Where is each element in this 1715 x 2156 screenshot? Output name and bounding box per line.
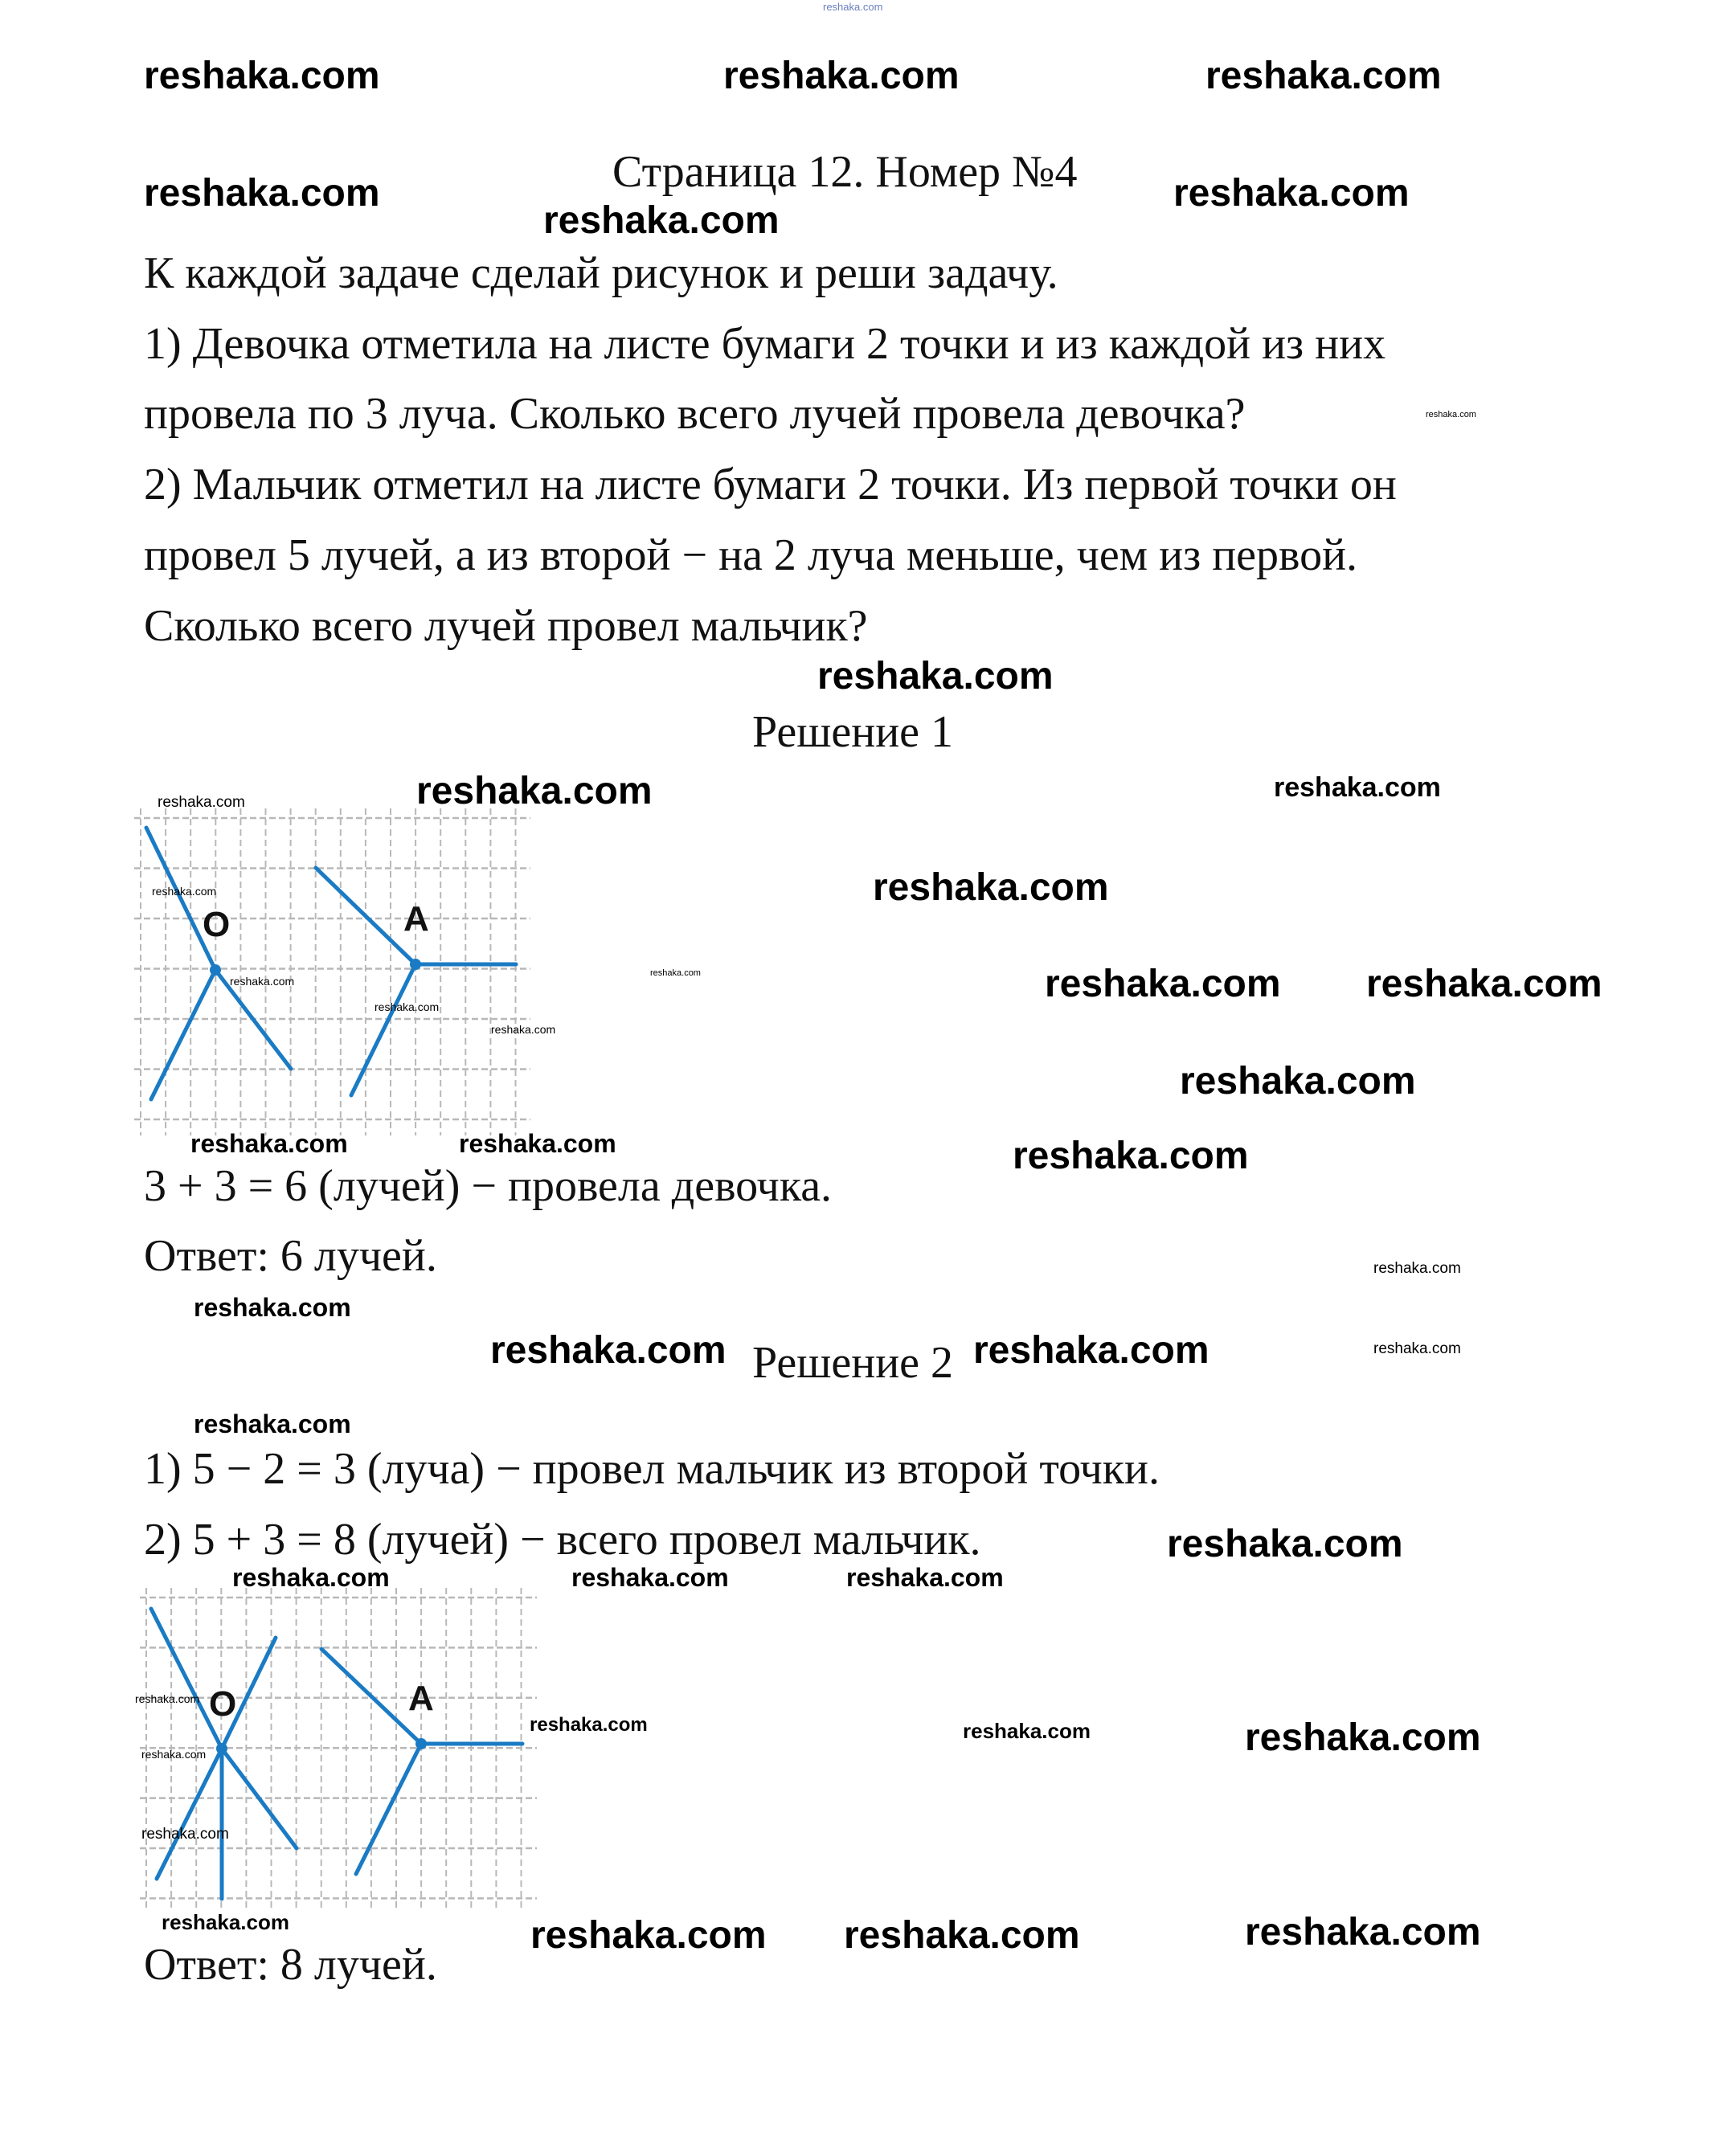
ray: [157, 1749, 222, 1879]
watermark: reshaka.com: [490, 1329, 727, 1373]
watermark: reshaka.com: [459, 1128, 616, 1158]
watermark: reshaka.com: [194, 1292, 351, 1322]
point-dot: [210, 964, 221, 976]
solution1-equation: 3 + 3 = 6 (лучей) − провела девочка.: [144, 1161, 833, 1211]
solution2-step: 1) 5 − 2 = 3 (луча) − провел мальчик из второй точки.: [144, 1444, 1160, 1494]
page-title: Страница 12. Номер №4: [612, 147, 1078, 197]
ray: [151, 970, 215, 1099]
solution2-step: 2) 5 + 3 = 8 (лучей) − всего провел мальчик.: [144, 1515, 981, 1565]
watermark: reshaka.com: [1205, 55, 1442, 98]
ray: [356, 1744, 421, 1874]
solution1-answer: Ответ: 6 лучей.: [144, 1231, 437, 1281]
watermark: reshaka.com: [194, 1409, 351, 1438]
ray: [146, 828, 215, 970]
watermark: reshaka.com: [190, 1128, 348, 1158]
watermark: reshaka.com: [723, 55, 960, 98]
watermark: reshaka.com: [1426, 410, 1476, 420]
watermark: reshaka.com: [141, 1747, 207, 1761]
ray: [351, 964, 415, 1095]
watermark: reshaka.com: [1045, 963, 1281, 1006]
ray: [151, 1609, 222, 1749]
watermark: reshaka.com: [1167, 1523, 1403, 1566]
watermark: reshaka.com: [1373, 1259, 1461, 1277]
watermark: reshaka.com: [1013, 1135, 1249, 1178]
watermark: reshaka.com: [1274, 771, 1441, 803]
point-label-a-1: A: [403, 899, 429, 939]
watermark: reshaka.com: [530, 1713, 648, 1736]
watermark: reshaka.com: [543, 199, 780, 243]
solution2-answer: Ответ: 8 лучей.: [144, 1940, 437, 1990]
watermark: reshaka.com: [963, 1719, 1091, 1744]
solution2-heading: Решение 2: [752, 1338, 954, 1388]
watermark: reshaka.com: [375, 1000, 440, 1013]
task-intro: К каждой задаче сделай рисунок и реши задачу.: [144, 248, 1058, 298]
watermark: reshaka.com: [1245, 1911, 1481, 1954]
watermark: reshaka.com: [158, 793, 245, 811]
watermark: reshaka.com: [144, 55, 380, 98]
grid-1: [134, 808, 530, 1135]
watermark: reshaka.com: [135, 1692, 200, 1705]
solution1-heading: Решение 1: [752, 707, 954, 757]
task-line: провела по 3 луча. Сколько всего лучей провела девочка?: [144, 389, 1246, 439]
task-line: 2) Мальчик отметил на листе бумаги 2 точки. Из первой точки он: [144, 460, 1397, 509]
watermark: reshaka.com: [141, 1825, 229, 1843]
task-line: провел 5 лучей, а из второй − на 2 луча меньше, чем из первой.: [144, 530, 1358, 580]
point-dot: [415, 1738, 427, 1749]
watermark: reshaka.com: [491, 1022, 556, 1036]
watermark: reshaka.com: [1180, 1060, 1416, 1103]
point-dot: [410, 959, 421, 970]
watermark: reshaka.com: [232, 1562, 390, 1592]
watermark: reshaka.com: [844, 1914, 1080, 1958]
watermark: reshaka.com: [846, 1562, 1004, 1592]
watermark: reshaka.com: [144, 172, 380, 215]
watermark: reshaka.com: [1245, 1716, 1481, 1760]
watermark: reshaka.com: [973, 1329, 1210, 1373]
watermark: reshaka.com: [230, 974, 295, 988]
task-line: 1) Девочка отметила на листе бумаги 2 точки и из каждой из них: [144, 319, 1386, 369]
point-label-a-2: A: [408, 1679, 434, 1718]
point-label-o-2: O: [209, 1684, 237, 1724]
watermark: reshaka.com: [1366, 963, 1602, 1006]
watermark: reshaka.com: [1173, 172, 1410, 215]
watermark: reshaka.com: [416, 770, 653, 813]
watermark: reshaka.com: [650, 968, 701, 979]
task-line: Сколько всего лучей провел мальчик?: [144, 601, 868, 651]
watermark: reshaka.com: [571, 1562, 729, 1592]
watermark: reshaka.com: [530, 1914, 767, 1958]
point-label-o-1: O: [203, 905, 231, 944]
watermark: reshaka.com: [873, 866, 1109, 910]
point-dot: [216, 1743, 227, 1754]
watermark: reshaka.com: [817, 655, 1054, 698]
site-header-link[interactable]: reshaka.com: [823, 1, 883, 13]
watermark: reshaka.com: [162, 1910, 289, 1935]
watermark: reshaka.com: [152, 884, 217, 898]
watermark: reshaka.com: [1373, 1340, 1461, 1357]
